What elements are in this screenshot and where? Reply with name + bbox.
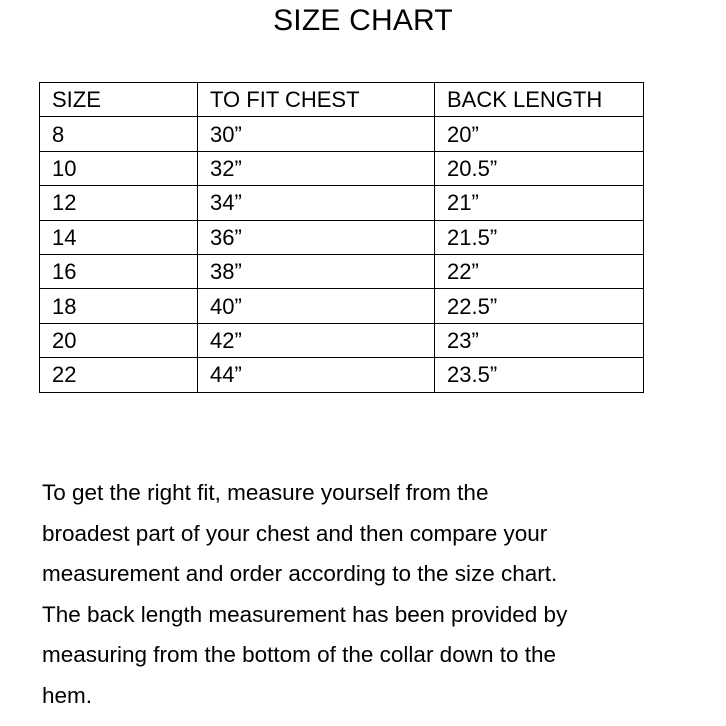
- chest-cell: 32”: [198, 151, 435, 185]
- chest-cell: 42”: [198, 323, 435, 357]
- table-header-row: [40, 83, 644, 117]
- table-row: [40, 186, 644, 220]
- instruction-line: hem.: [42, 682, 93, 708]
- table-row: [40, 289, 644, 323]
- table-row: [40, 358, 644, 392]
- size-cell: 12: [40, 186, 198, 220]
- back-length-cell: 20”: [435, 117, 644, 151]
- size-cell: 22: [40, 358, 198, 392]
- table-row: [40, 323, 644, 357]
- back-length-cell: 23”: [435, 323, 644, 357]
- table-row: [40, 220, 644, 254]
- size-cell: 20: [40, 323, 198, 357]
- column-header-chest: TO FIT CHEST: [198, 83, 435, 117]
- column-header-back-length: BACK LENGTH: [435, 83, 644, 117]
- size-cell: 16: [40, 254, 198, 288]
- size-cell: 10: [40, 151, 198, 185]
- size-cell: 8: [40, 117, 198, 151]
- page-title: SIZE CHART: [273, 4, 453, 37]
- instruction-line: measuring from the bottom of the collar down to the: [42, 642, 557, 667]
- instruction-line: measurement and order according to the size chart.: [42, 561, 558, 586]
- chest-cell: 34”: [198, 186, 435, 220]
- chest-cell: 36”: [198, 220, 435, 254]
- chest-cell: 44”: [198, 358, 435, 392]
- instruction-line: To get the right fit, measure yourself from the: [42, 480, 489, 505]
- size-chart-table: [39, 82, 644, 393]
- column-header-size: SIZE: [40, 83, 198, 117]
- instruction-line: broadest part of your chest and then compare your: [42, 520, 548, 546]
- table-row: [40, 254, 644, 288]
- table-row: [40, 151, 644, 185]
- back-length-cell: 22”: [435, 254, 644, 288]
- back-length-cell: 20.5”: [435, 151, 644, 185]
- chest-cell: 38”: [198, 254, 435, 288]
- size-cell: 18: [40, 289, 198, 323]
- back-length-cell: 21.5”: [435, 220, 644, 254]
- size-cell: 14: [40, 220, 198, 254]
- back-length-cell: 21”: [435, 186, 644, 220]
- fit-instructions: [42, 473, 722, 716]
- table-row: [40, 117, 644, 151]
- back-length-cell: 22.5”: [435, 289, 644, 323]
- chest-cell: 40”: [198, 289, 435, 323]
- instruction-line: The back length measurement has been provided by: [42, 601, 568, 627]
- back-length-cell: 23.5”: [435, 358, 644, 392]
- chest-cell: 30”: [198, 117, 435, 151]
